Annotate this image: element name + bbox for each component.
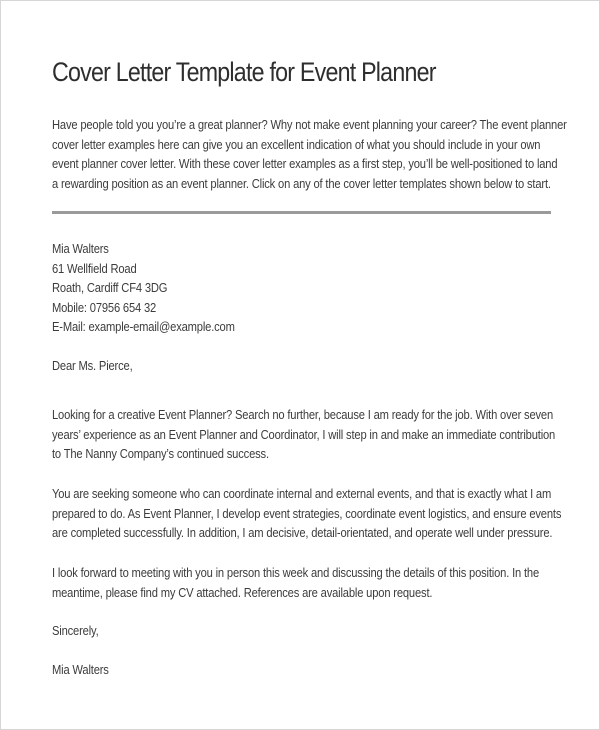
paragraph-line: Looking for a creative Event Planner? Search no further, because I am ready for the job. With over seven xyxy=(52,407,554,422)
page-title: Cover Letter Template for Event Planner xyxy=(52,57,436,87)
paragraph-line: are completed successfully. In addition, I am decisive, detail-orientated, and operate well under pressure. xyxy=(52,525,553,540)
paragraph-line: You are seeking someone who can coordinate internal and external events, and that is exactly what I am xyxy=(52,486,552,501)
sender-address-block xyxy=(52,239,559,337)
paragraph-line: prepared to do. As Event Planner, I develop event strategies, coordinate event logistics, and ensure events xyxy=(52,505,562,521)
paragraph-line: meantime, please find my CV attached. References are available upon request. xyxy=(52,584,433,600)
closing-text: Sincerely, xyxy=(52,623,99,638)
sender-name: Mia Walters xyxy=(52,241,109,256)
paragraph-line: years’ experience as an Event Planner and Coordinator, I will step in and make an immediate contribution xyxy=(52,426,556,442)
letter-paragraph-1 xyxy=(52,405,559,464)
sender-mobile: Mobile: 07956 654 32 xyxy=(52,299,157,315)
intro-line: cover letter examples here can give you an excellent indication of what you should include in your own xyxy=(52,136,541,152)
letter-closing xyxy=(52,621,559,641)
paragraph-line: to The Nanny Company’s continued success. xyxy=(52,446,269,461)
section-divider xyxy=(52,211,551,214)
sender-email: E-Mail: example-email@example.com xyxy=(52,319,235,334)
sender-street: 61 Wellfield Road xyxy=(52,260,137,276)
paragraph-line: I look forward to meeting with you in person this week and discussing the details of this position. In the xyxy=(52,565,540,580)
letter-paragraph-3 xyxy=(52,563,559,602)
intro-line: event planner cover letter. With these cover letter examples as a first step, you’ll be well-positioned to land xyxy=(52,156,558,171)
letter-signature xyxy=(52,660,559,680)
intro-line: a rewarding position as an event planner. Click on any of the cover letter templates shown below to start. xyxy=(52,175,551,191)
intro-line: Have people told you you’re a great planner? Why not make event planning your career? The event planner xyxy=(52,117,567,132)
letter-paragraph-2 xyxy=(52,484,562,543)
letter-salutation xyxy=(52,356,559,376)
intro-paragraph xyxy=(52,115,567,193)
salutation-text: Dear Ms. Pierce, xyxy=(52,358,133,373)
sender-city: Roath, Cardiff CF4 3DG xyxy=(52,280,168,295)
signature-text: Mia Walters xyxy=(52,662,109,677)
